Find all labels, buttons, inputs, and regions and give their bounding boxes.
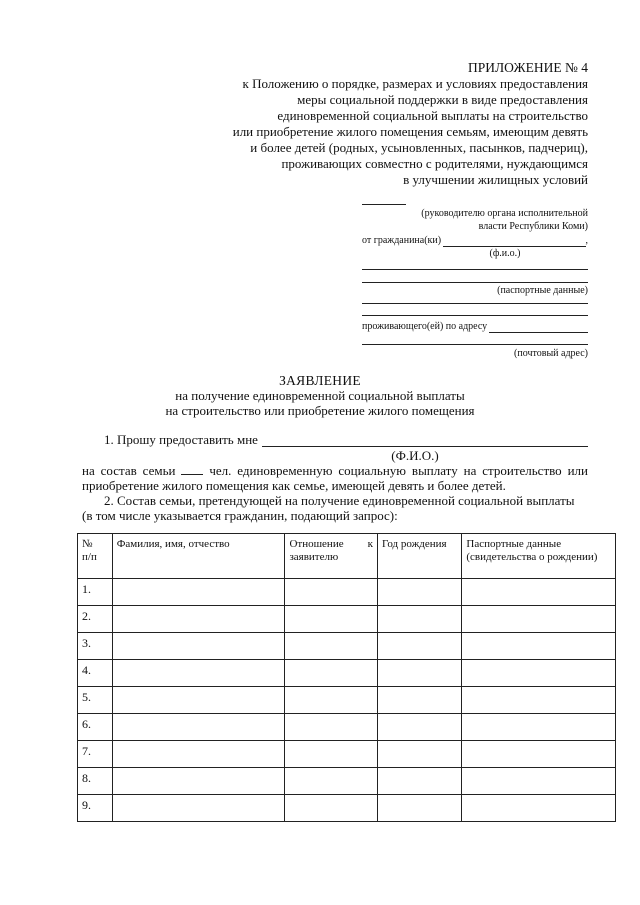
passport-blank-line-3[interactable] <box>362 315 588 316</box>
row-number: 9. <box>78 795 113 822</box>
paragraph-line: приобретение жилого помещения как семье, имеющей девять и более детей. <box>82 478 506 493</box>
header-relation: Отношение к заявителю <box>285 534 378 579</box>
from-name-field[interactable] <box>443 236 585 247</box>
table-row <box>78 660 616 687</box>
fio-blank-line[interactable] <box>362 269 588 270</box>
birth-year-cell[interactable] <box>377 606 461 633</box>
appendix-line: меры социальной поддержки в виде предоставления <box>297 92 588 107</box>
relation-cell[interactable] <box>285 660 378 687</box>
fio-caption: (Ф.И.О.) <box>391 448 439 463</box>
recipient-caption: (руководителю органа исполнительной <box>421 208 588 219</box>
appendix-title: ПРИЛОЖЕНИЕ № 4 <box>467 60 588 75</box>
residing-row <box>362 320 588 333</box>
paragraph-line: (в том числе указывается гражданин, подающий запрос): <box>82 508 398 523</box>
passport-cell[interactable] <box>462 795 616 822</box>
header-birth-year: Год рождения <box>377 534 461 579</box>
fio-caption: (ф.и.о.) <box>489 248 521 259</box>
row-number: 7. <box>78 741 113 768</box>
family-size-line <box>82 463 588 478</box>
birth-year-cell[interactable] <box>377 795 461 822</box>
passport-blank-line[interactable] <box>362 282 588 283</box>
postal-caption: (почтовый адрес) <box>514 348 588 359</box>
address-blank-line[interactable] <box>362 344 588 345</box>
row-number: 5. <box>78 687 113 714</box>
row-number: 3. <box>78 633 113 660</box>
paragraph-line: 2. Состав семьи, претендующей на получение единовременной социальной выплаты <box>104 493 575 508</box>
appendix-line: или приобретение жилого помещения семьям, имеющим девять <box>232 124 588 139</box>
table-row <box>78 579 616 606</box>
row-number: 1. <box>78 579 113 606</box>
request-row <box>82 432 588 447</box>
appendix-line: и более детей (родных, усыновленных, пасынков, падчериц), <box>250 140 588 155</box>
birth-year-cell[interactable] <box>377 741 461 768</box>
birth-year-cell[interactable] <box>377 768 461 795</box>
relation-cell[interactable] <box>285 795 378 822</box>
recipient-blank-line[interactable] <box>362 204 406 205</box>
passport-cell[interactable] <box>462 579 616 606</box>
appendix-line: в улучшении жилищных условий <box>403 172 588 187</box>
name-cell[interactable] <box>112 633 285 660</box>
passport-cell[interactable] <box>462 741 616 768</box>
table-row <box>78 714 616 741</box>
relation-cell[interactable] <box>285 687 378 714</box>
statement-subtitle: на получение единовременной социальной выплаты <box>175 388 465 403</box>
statement-subtitle: на строительство или приобретение жилого помещения <box>165 403 475 418</box>
appendix-line: к Положению о порядке, размерах и условиях предоставления <box>242 76 588 91</box>
birth-year-cell[interactable] <box>377 633 461 660</box>
table-row <box>78 687 616 714</box>
passport-cell[interactable] <box>462 660 616 687</box>
birth-year-cell[interactable] <box>377 714 461 741</box>
statement-body <box>82 432 588 523</box>
appendix-line: проживающих совместно с родителями, нуждающимся <box>281 156 588 171</box>
passport-cell[interactable] <box>462 768 616 795</box>
table-row <box>78 795 616 822</box>
appendix-header <box>208 60 588 188</box>
name-cell[interactable] <box>112 795 285 822</box>
name-cell[interactable] <box>112 714 285 741</box>
name-cell[interactable] <box>112 768 285 795</box>
passport-cell[interactable] <box>462 633 616 660</box>
header-passport: Паспортные данные (свидетельства о рождении) <box>462 534 616 579</box>
table-row <box>78 633 616 660</box>
birth-year-cell[interactable] <box>377 687 461 714</box>
relation-cell[interactable] <box>285 633 378 660</box>
from-row: от гражданина(ки) , <box>362 235 588 246</box>
table-row <box>78 768 616 795</box>
birth-year-cell[interactable] <box>377 579 461 606</box>
row-number: 2. <box>78 606 113 633</box>
statement-heading <box>0 373 640 418</box>
row-number: 4. <box>78 660 113 687</box>
appendix-line: единовременной социальной выплаты на строительство <box>277 108 588 123</box>
passport-cell[interactable] <box>462 687 616 714</box>
passport-caption: (паспортные данные) <box>497 285 588 296</box>
relation-cell[interactable] <box>285 579 378 606</box>
residing-label: проживающего(ей) по адресу <box>362 321 488 332</box>
family-size-text: чел. единовременную социальную выплату на строительство или <box>209 463 589 478</box>
family-size-field[interactable] <box>181 464 203 475</box>
relation-cell[interactable] <box>285 714 378 741</box>
table-header-row <box>78 534 616 579</box>
family-size-label: на состав семьи <box>82 463 176 478</box>
statement-title: ЗАЯВЛЕНИЕ <box>279 373 361 388</box>
row-number: 8. <box>78 768 113 795</box>
applicant-name-field[interactable] <box>262 434 588 447</box>
table-row <box>78 606 616 633</box>
passport-blank-line-2[interactable] <box>362 303 588 304</box>
relation-cell[interactable] <box>285 768 378 795</box>
birth-year-cell[interactable] <box>377 660 461 687</box>
name-cell[interactable] <box>112 579 285 606</box>
passport-cell[interactable] <box>462 714 616 741</box>
name-cell[interactable] <box>112 660 285 687</box>
relation-cell[interactable] <box>285 606 378 633</box>
request-label: 1. Прошу предоставить мне <box>104 432 258 447</box>
name-cell[interactable] <box>112 687 285 714</box>
row-number: 6. <box>78 714 113 741</box>
header-name: Фамилия, имя, отчество <box>112 534 285 579</box>
family-members-table <box>77 533 616 822</box>
name-cell[interactable] <box>112 606 285 633</box>
table-row <box>78 741 616 768</box>
addressee-block <box>362 204 588 360</box>
address-field[interactable] <box>489 322 588 333</box>
recipient-caption: власти Республики Коми) <box>478 221 588 232</box>
from-label: от гражданина(ки) <box>362 235 442 246</box>
header-number: № п/п <box>78 534 113 579</box>
name-cell[interactable] <box>112 741 285 768</box>
relation-cell[interactable] <box>285 741 378 768</box>
passport-cell[interactable] <box>462 606 616 633</box>
